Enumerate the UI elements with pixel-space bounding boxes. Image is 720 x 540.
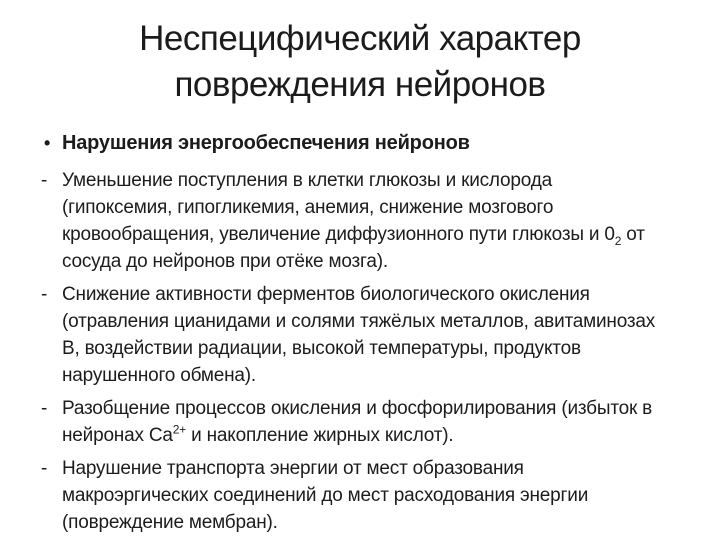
text-segment: нейронах Ca: [62, 425, 173, 446]
bullet-item: [41, 167, 712, 275]
bullet-item: [41, 281, 712, 389]
bullet-item: [41, 455, 712, 536]
text-line: [62, 395, 712, 422]
text-line: [62, 422, 712, 449]
text-line: [62, 455, 712, 482]
text-segment: Нарушение транспорта энергии от мест образования: [62, 458, 524, 479]
dash-icon: -: [41, 398, 48, 419]
sup-text: 2+: [172, 422, 187, 437]
slide-title-line-2: повреждения нейронов: [174, 65, 546, 104]
dash-icon: -: [41, 170, 48, 191]
section-heading: [44, 130, 712, 156]
text-line: [62, 194, 712, 221]
text-line: [62, 167, 712, 194]
dash-icon: -: [41, 284, 48, 305]
section-heading-label: Нарушения энергообеспечения нейронов: [62, 132, 470, 154]
text-segment: Уменьшение поступления в клетки глюкозы и кислорода: [62, 170, 552, 191]
text-segment: Разобщение процессов окисления и фосфорилирования (избыток в: [62, 398, 653, 419]
text-segment: В, воздействии радиации, высокой температуры, продуктов: [62, 338, 581, 359]
bullet-list: [41, 167, 712, 536]
text-segment: Снижение активности ферментов биологического окисления: [62, 284, 590, 305]
text-segment: (отравления цианидами и солями тяжёлых металлов, авитаминозах: [62, 311, 656, 332]
bullet-item: [41, 395, 712, 449]
dash-icon: -: [41, 458, 48, 479]
text-segment: от: [621, 224, 645, 245]
text-line: [62, 221, 712, 248]
text-segment: (гипоксемия, гипогликемия, анемия, снижение мозгового: [62, 197, 554, 218]
text-line: [62, 248, 712, 275]
slide-title: [0, 16, 720, 108]
bullet-icon: •: [44, 133, 51, 153]
text-segment: (повреждение мембран).: [62, 512, 278, 533]
slide-title-line-1: Неспецифический характер: [139, 19, 581, 58]
slide-body: [0, 130, 720, 536]
sub-text: 2: [614, 233, 622, 248]
text-segment: нарушенного обмена).: [62, 365, 256, 386]
text-segment: и накопление жирных кислот).: [186, 425, 454, 446]
text-segment: сосуда до нейронов при отёке мозга).: [62, 251, 388, 272]
text-line: [62, 335, 712, 362]
text-line: [62, 509, 712, 536]
text-segment: кровообращения, увеличение диффузионного пути глюкозы и 0: [62, 224, 615, 245]
text-line: [62, 482, 712, 509]
text-line: [62, 308, 712, 335]
text-line: [62, 362, 712, 389]
text-line: [62, 281, 712, 308]
text-segment: макроэргических соединений до мест расходования энергии: [62, 485, 589, 506]
